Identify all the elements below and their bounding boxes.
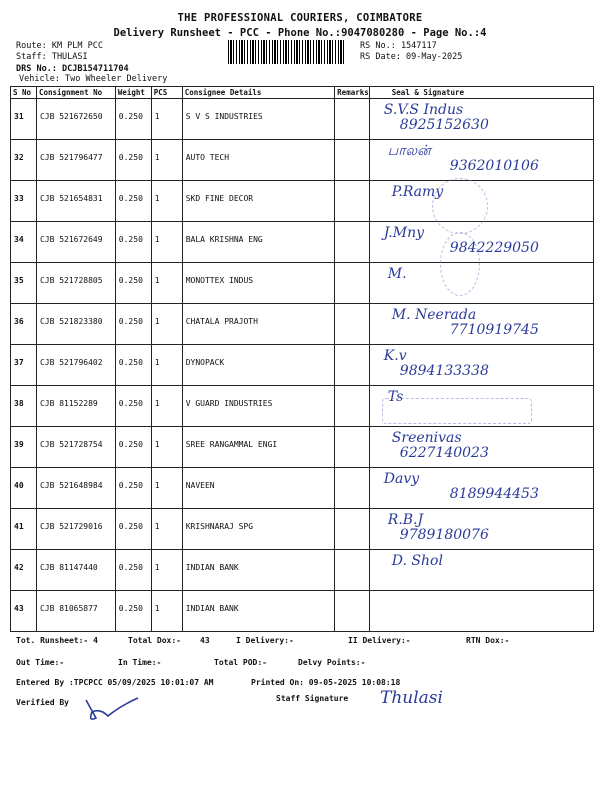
row-weight: 0.250 [115, 345, 151, 386]
row-sno: 32 [11, 140, 37, 181]
i-delivery: I Delivery:- [236, 636, 294, 645]
handwritten-phone: 9894133338 [399, 363, 489, 379]
table-row [11, 550, 594, 591]
col-consignee: Consignee Details [182, 87, 334, 99]
row-signature [369, 99, 593, 140]
row-pcs: 1 [151, 427, 182, 468]
row-remarks [335, 222, 370, 263]
row-remarks [335, 468, 370, 509]
handwritten-signature: Ts [387, 389, 404, 405]
rs-date: RS Date: 09-May-2025 [360, 52, 463, 62]
row-consignee: MONOTTEX INDUS [182, 263, 334, 304]
row-sno: 31 [11, 99, 37, 140]
handwritten-phone: 9842229050 [449, 240, 539, 256]
row-consignment: CJB 521796477 [36, 140, 115, 181]
handwritten-phone: 6227140023 [399, 445, 489, 461]
staff-signature-hand: Thulasi [380, 688, 443, 708]
row-signature [369, 550, 593, 591]
row-remarks [335, 181, 370, 222]
printed-on: Printed On: 09-05-2025 10:08:18 [251, 678, 401, 687]
row-consignee: V GUARD INDUSTRIES [182, 386, 334, 427]
rtn-dox: RTN Dox:- [466, 636, 510, 645]
col-remarks: Remarks [335, 87, 370, 99]
row-pcs: 1 [151, 263, 182, 304]
row-consignment: CJB 521823380 [36, 304, 115, 345]
table-row [11, 509, 594, 550]
table-row [11, 99, 594, 140]
row-sno: 38 [11, 386, 37, 427]
row-remarks [335, 509, 370, 550]
handwritten-phone: 7710919745 [449, 322, 539, 338]
row-pcs: 1 [151, 550, 182, 591]
row-consignee: NAVEEN [182, 468, 334, 509]
handwritten-phone: 8189944453 [449, 486, 539, 502]
row-consignment: CJB 81152289 [36, 386, 115, 427]
table-row [11, 140, 594, 181]
row-pcs: 1 [151, 468, 182, 509]
runsheet-title: Delivery Runsheet - PCC - Phone No.:9047080280 - Page No.:4 [113, 27, 487, 39]
row-weight: 0.250 [115, 140, 151, 181]
row-remarks [335, 386, 370, 427]
row-signature [369, 222, 593, 263]
row-consignment: CJB 521729016 [36, 509, 115, 550]
row-consignment: CJB 521728805 [36, 263, 115, 304]
row-consignment: CJB 521672650 [36, 99, 115, 140]
row-pcs: 1 [151, 509, 182, 550]
total-dox-value: 43 [200, 636, 210, 645]
row-signature [369, 345, 593, 386]
row-pcs: 1 [151, 181, 182, 222]
table-row [11, 427, 594, 468]
row-pcs: 1 [151, 345, 182, 386]
row-consignment: CJB 521648984 [36, 468, 115, 509]
row-remarks [335, 345, 370, 386]
handwritten-signature: K.v [383, 348, 407, 364]
row-pcs: 1 [151, 304, 182, 345]
col-consignment: Consignment No [36, 87, 115, 99]
col-pcs: PCS [151, 87, 182, 99]
row-remarks [335, 550, 370, 591]
barcode [228, 40, 346, 64]
row-signature [369, 427, 593, 468]
row-consignment: CJB 521728754 [36, 427, 115, 468]
entered-by: Entered By :TPCPCC 05/09/2025 10:01:07 AM [16, 678, 214, 687]
row-sno: 43 [11, 591, 37, 632]
table-row [11, 263, 594, 304]
row-remarks [335, 304, 370, 345]
row-weight: 0.250 [115, 99, 151, 140]
table-row [11, 591, 594, 632]
tot-runsheet: Tot. Runsheet:- 4 [16, 636, 98, 645]
row-signature [369, 509, 593, 550]
runsheet-table [10, 86, 594, 632]
table-row [11, 468, 594, 509]
row-signature [369, 468, 593, 509]
row-pcs: 1 [151, 386, 182, 427]
row-consignment: CJB 521672649 [36, 222, 115, 263]
row-remarks [335, 99, 370, 140]
row-consignment: CJB 521796402 [36, 345, 115, 386]
row-remarks [335, 140, 370, 181]
delvy-points: Delvy Points:- [298, 658, 366, 667]
row-weight: 0.250 [115, 509, 151, 550]
row-weight: 0.250 [115, 427, 151, 468]
row-consignee: INDIAN BANK [182, 550, 334, 591]
col-weight: Weight [115, 87, 151, 99]
row-signature [369, 591, 593, 632]
handwritten-signature: M. Neerada [391, 307, 477, 323]
row-consignee: S V S INDUSTRIES [182, 99, 334, 140]
handwritten-signature: Davy [383, 471, 420, 487]
total-pod: Total POD:- [214, 658, 267, 667]
table-row [11, 304, 594, 345]
row-consignee: BALA KRISHNA ENG [182, 222, 334, 263]
seal-stamp [440, 232, 480, 296]
handwritten-signature: M. [387, 266, 407, 282]
row-pcs: 1 [151, 99, 182, 140]
row-weight: 0.250 [115, 468, 151, 509]
row-sno: 39 [11, 427, 37, 468]
row-sno: 36 [11, 304, 37, 345]
row-sno: 41 [11, 509, 37, 550]
handwritten-signature: S.V.S Indus [383, 102, 464, 118]
row-sno: 40 [11, 468, 37, 509]
table-row [11, 222, 594, 263]
in-time: In Time:- [118, 658, 162, 667]
table-row [11, 181, 594, 222]
row-consignee: SREE RANGAMMAL ENGI [182, 427, 334, 468]
col-sno: S No [11, 87, 37, 99]
staff-text: Staff: THULASI [16, 52, 88, 62]
row-signature [369, 263, 593, 304]
row-signature [369, 140, 593, 181]
out-time: Out Time:- [16, 658, 65, 667]
company-title: THE PROFESSIONAL COURIERS, COIMBATORE [177, 12, 423, 24]
handwritten-signature: P.Ramy [391, 184, 444, 200]
row-consignment: CJB 81065877 [36, 591, 115, 632]
row-consignee: DYNOPACK [182, 345, 334, 386]
row-sno: 35 [11, 263, 37, 304]
handwritten-signature: R.B.J [387, 512, 424, 528]
row-pcs: 1 [151, 591, 182, 632]
row-weight: 0.250 [115, 386, 151, 427]
verified-by: Verified By [16, 698, 69, 707]
row-consignee: INDIAN BANK [182, 591, 334, 632]
handwritten-signature: பாலன் [387, 143, 431, 159]
row-pcs: 1 [151, 140, 182, 181]
row-remarks [335, 591, 370, 632]
drs-number: DRS No.: DCJB154711704 [16, 64, 129, 74]
row-sno: 37 [11, 345, 37, 386]
row-remarks [335, 427, 370, 468]
handwritten-signature: J.Mny [383, 225, 425, 241]
route-text: Route: KM PLM PCC [16, 41, 103, 51]
row-consignee: KRISHNARAJ SPG [182, 509, 334, 550]
row-consignment: CJB 81147440 [36, 550, 115, 591]
table-header-row [11, 87, 594, 99]
row-signature [369, 304, 593, 345]
handwritten-signature: D. Shol [391, 553, 443, 569]
row-weight: 0.250 [115, 591, 151, 632]
rs-number: RS No.: 1547117 [360, 41, 437, 51]
row-pcs: 1 [151, 222, 182, 263]
row-sno: 33 [11, 181, 37, 222]
row-weight: 0.250 [115, 550, 151, 591]
handwritten-signature: Sreenivas [391, 430, 462, 446]
verifier-signature [80, 688, 160, 728]
seal-stamp [432, 178, 488, 234]
row-consignee: CHATALA PRAJOTH [182, 304, 334, 345]
row-weight: 0.250 [115, 263, 151, 304]
row-sno: 34 [11, 222, 37, 263]
row-consignee: AUTO TECH [182, 140, 334, 181]
seal-stamp [382, 398, 532, 424]
table-row [11, 345, 594, 386]
row-weight: 0.250 [115, 222, 151, 263]
row-consignee: SKD FINE DECOR [182, 181, 334, 222]
handwritten-phone: 9789180076 [399, 527, 489, 543]
staff-signature-label: Staff Signature [276, 694, 349, 703]
row-sno: 42 [11, 550, 37, 591]
row-remarks [335, 263, 370, 304]
ii-delivery: II Delivery:- [348, 636, 411, 645]
handwritten-phone: 8925152630 [399, 117, 489, 133]
handwritten-phone: 9362010106 [449, 158, 539, 174]
row-weight: 0.250 [115, 181, 151, 222]
vehicle-text: Vehicle: Two Wheeler Delivery [19, 74, 168, 84]
total-dox-label: Total Dox:- [128, 636, 181, 645]
col-signature: Seal & Signature [369, 87, 593, 99]
row-weight: 0.250 [115, 304, 151, 345]
row-consignment: CJB 521654831 [36, 181, 115, 222]
